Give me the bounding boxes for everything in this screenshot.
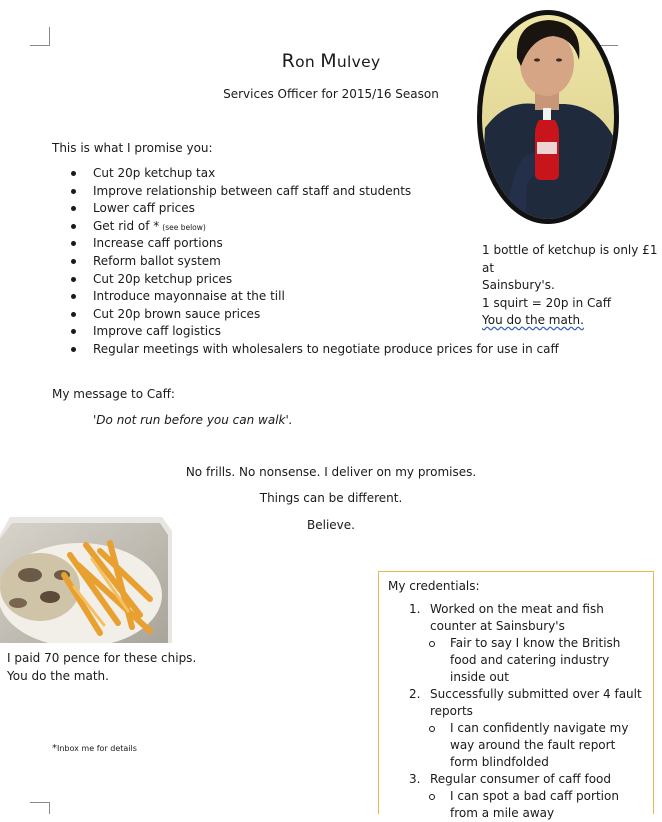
credentials-list	[379, 601, 655, 822]
list-item: Regular meetings with wholesalers to negotiate produce prices for use in caff	[52, 341, 559, 359]
ketchup-note: 1 bottle of ketchup is only £1 at Sainsbury's. 1 squirt = 20p in Caff You do the math.	[482, 243, 658, 327]
crop-mark-top-left-h	[30, 45, 49, 46]
list-item: I can spot a bad caff portion from a mile away	[379, 788, 655, 822]
crop-mark-top-left-v	[49, 27, 50, 46]
list-item: Cut 20p ketchup prices	[52, 271, 559, 289]
list-item: Cut 20p ketchup tax	[52, 165, 559, 183]
crop-mark-bottom-left-v	[49, 802, 50, 814]
crop-mark-bottom-left-h	[30, 802, 49, 803]
title-initial-last: M	[320, 50, 337, 72]
see-below-note: (see below)	[162, 222, 206, 232]
list-item: Increase caff portions	[52, 235, 559, 253]
footnote: *Inbox me for details	[52, 743, 137, 754]
slogan-line: Believe.	[307, 518, 355, 532]
page-subtitle: Services Officer for 2015/16 Season	[223, 87, 439, 101]
chips-caption: I paid 70 pence for these chips. You do the math.	[7, 651, 197, 683]
title-initial-first: R	[281, 50, 296, 72]
credentials-heading: My credentials:	[388, 579, 480, 593]
list-item: 3. Regular consumer of caff food	[409, 772, 612, 786]
slogan-line: Things can be different.	[259, 491, 403, 505]
bullet-circle-icon	[429, 726, 435, 732]
credentials-box	[378, 571, 654, 820]
list-item: Reform ballot system	[52, 253, 559, 271]
list-item: Improve caff logistics	[52, 323, 559, 341]
bullet-circle-icon	[429, 794, 435, 800]
list-item: Lower caff prices	[52, 200, 559, 218]
title-last-rest: ulvey	[336, 53, 381, 71]
title-first-rest: on	[295, 53, 321, 71]
list-item: Get rid of * (see below)	[52, 218, 559, 236]
list-item: I can confidently navigate my way around the fault report form blindfolded	[379, 720, 655, 771]
list-item: 1. Worked on the meat and fish counter at Sainsbury's	[409, 602, 604, 633]
list-item: Introduce mayonnaise at the till	[52, 288, 559, 306]
list-item: Fair to say I know the British food and catering industry inside out	[379, 635, 655, 686]
message-heading: My message to Caff:	[52, 387, 175, 401]
bullet-circle-icon	[429, 641, 435, 647]
list-item: 2. Successfully submitted over 4 fault reports	[409, 687, 642, 718]
list-item: Improve relationship between caff staff and students	[52, 183, 559, 201]
message-quote: 'Do not run before you can walk'.	[93, 413, 293, 427]
promises-heading: This is what I promise you:	[52, 141, 213, 155]
chips-photo	[0, 515, 172, 643]
list-item: Cut 20p brown sauce prices	[52, 306, 559, 324]
slogan-line: No frills. No nonsense. I deliver on my promises.	[185, 465, 477, 479]
